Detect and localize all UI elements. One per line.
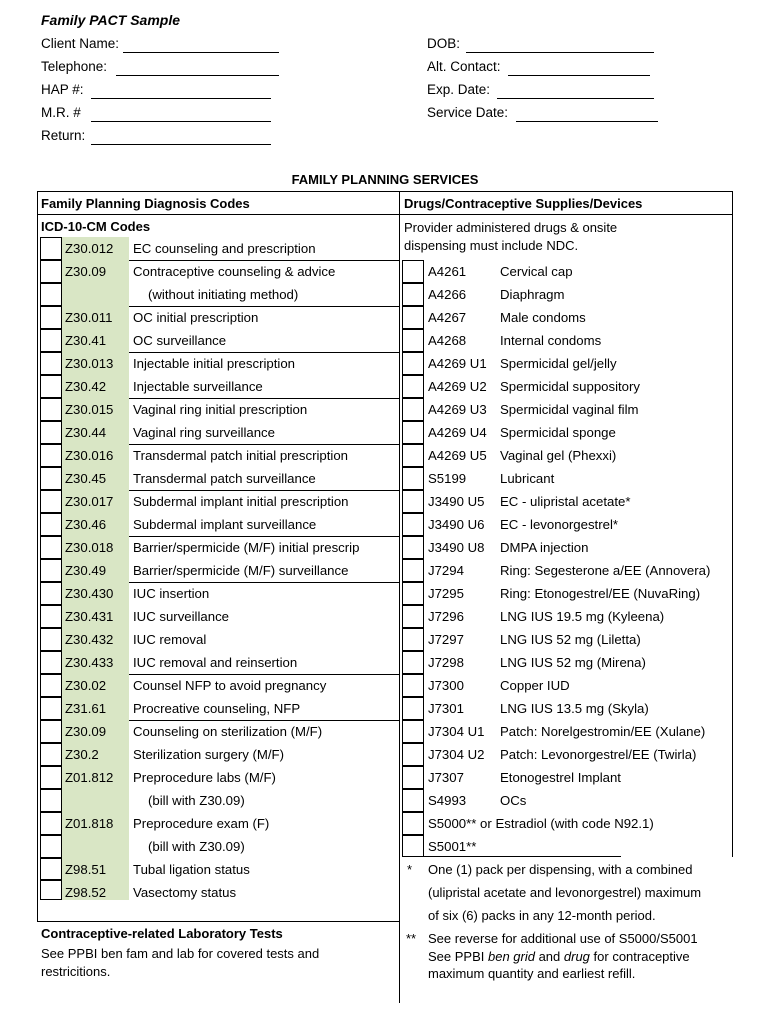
- checkbox[interactable]: [40, 697, 62, 720]
- checkbox[interactable]: [402, 697, 424, 720]
- supply-desc: EC - levonorgestrel*: [500, 517, 619, 532]
- checkbox[interactable]: [40, 743, 62, 766]
- supply-desc: Patch: Norelgestromin/EE (Xulane): [500, 724, 706, 739]
- checkbox[interactable]: [40, 720, 62, 743]
- diagnosis-desc: Vasectomy status: [133, 885, 237, 900]
- diagnosis-desc: (without initiating method): [148, 287, 299, 302]
- diagnosis-desc: Injectable surveillance: [133, 379, 263, 394]
- checkbox[interactable]: [40, 237, 62, 260]
- note1-line: of six (6) packs in any 12-month period.: [428, 908, 656, 923]
- exp-date-field[interactable]: Exp. Date:: [427, 82, 490, 102]
- checkbox[interactable]: [40, 260, 62, 283]
- lab-heading: Contraceptive-related Laboratory Tests: [41, 926, 283, 941]
- diagnosis-code: Z30.015: [65, 402, 114, 417]
- group-separator: [129, 260, 399, 261]
- lab-text: restricitions.: [41, 964, 111, 979]
- group-separator: [129, 674, 399, 675]
- note1-mark: *: [407, 862, 413, 877]
- supply-code: J7294: [428, 563, 464, 578]
- supply-desc: Cervical cap: [500, 264, 573, 279]
- supply-desc: Male condoms: [500, 310, 586, 325]
- diagnosis-code: Z30.018: [65, 540, 114, 555]
- group-separator: [129, 444, 399, 445]
- checkbox[interactable]: [40, 582, 62, 605]
- diagnosis-code: Z30.011: [65, 310, 113, 325]
- diagnosis-desc: (bill with Z30.09): [148, 793, 245, 808]
- diagnosis-code: Z01.812: [65, 770, 114, 785]
- supply-code: J7300: [428, 678, 464, 693]
- supply-desc: Patch: Levonorgestrel/EE (Twirla): [500, 747, 697, 762]
- hap-number-field[interactable]: HAP #:: [41, 82, 84, 102]
- checkbox[interactable]: [402, 628, 424, 651]
- supply-code: A4266: [428, 287, 467, 302]
- supply-code: S5000** or Estradiol (with code N92.1): [428, 816, 654, 831]
- supply-code: A4269 U3: [428, 402, 487, 417]
- note2-line: See PPBI ben grid and drug for contraceptive: [428, 949, 690, 964]
- diagnosis-code: Z30.016: [65, 448, 114, 463]
- supply-code: J7298: [428, 655, 464, 670]
- diagnosis-code: Z98.51: [65, 862, 107, 877]
- checkbox[interactable]: [40, 536, 62, 559]
- checkbox[interactable]: [40, 559, 62, 582]
- supply-code: J7301: [428, 701, 464, 716]
- supply-desc: LNG IUS 19.5 mg (Kyleena): [500, 609, 665, 624]
- center-border: [399, 191, 400, 1003]
- supply-desc: LNG IUS 52 mg (Mirena): [500, 655, 646, 670]
- group-separator: [129, 582, 399, 583]
- checkbox[interactable]: [402, 306, 424, 329]
- diagnosis-code: Z30.431: [65, 609, 114, 624]
- supply-code: A4269 U4: [428, 425, 487, 440]
- supply-desc: Copper IUD: [500, 678, 570, 693]
- checkbox[interactable]: [40, 375, 62, 398]
- checkbox[interactable]: [402, 444, 424, 467]
- left-border: [37, 191, 38, 922]
- diagnosis-desc: OC surveillance: [133, 333, 227, 348]
- table-top-border: [37, 191, 733, 192]
- diagnosis-desc: Counseling on sterilization (M/F): [133, 724, 323, 739]
- checkbox[interactable]: [402, 766, 424, 789]
- supply-code: A4269 U2: [428, 379, 487, 394]
- checkbox[interactable]: [40, 880, 62, 900]
- supply-code: J7304 U1: [428, 724, 485, 739]
- supply-code: S4993: [428, 793, 467, 808]
- group-separator: [129, 720, 399, 721]
- supply-code: A4267: [428, 310, 467, 325]
- checkbox[interactable]: [402, 421, 424, 444]
- checkbox[interactable]: [40, 789, 62, 812]
- diagnosis-code: Z98.52: [65, 885, 107, 900]
- telephone-field[interactable]: Telephone:: [41, 59, 107, 79]
- diagnosis-code: Z01.818: [65, 816, 114, 831]
- diagnosis-desc: IUC surveillance: [133, 609, 230, 624]
- diagnosis-code: Z30.45: [65, 471, 107, 486]
- diagnosis-desc: Contraceptive counseling & advice: [133, 264, 336, 279]
- checkbox[interactable]: [40, 467, 62, 490]
- right-border: [732, 191, 733, 857]
- diagnosis-desc: Vaginal ring initial prescription: [133, 402, 308, 417]
- supply-desc: Ring: Etonogestrel/EE (NuvaRing): [500, 586, 701, 601]
- supply-desc: Spermicidal vaginal film: [500, 402, 639, 417]
- diagnosis-code: Z30.432: [65, 632, 114, 647]
- heading-divider: [37, 214, 733, 215]
- diagnosis-desc: IUC insertion: [133, 586, 210, 601]
- client-name-field[interactable]: Client Name:: [41, 36, 119, 56]
- checkbox[interactable]: [40, 329, 62, 352]
- diagnosis-code: Z30.46: [65, 517, 107, 532]
- checkbox[interactable]: [402, 674, 424, 697]
- checkbox[interactable]: [40, 513, 62, 536]
- diagnosis-desc: Transdermal patch surveillance: [133, 471, 316, 486]
- checkbox[interactable]: [40, 306, 62, 329]
- right-intro: dispensing must include NDC.: [404, 238, 579, 253]
- diagnosis-desc: Subdermal implant initial prescription: [133, 494, 349, 509]
- checkbox[interactable]: [40, 605, 62, 628]
- supply-desc: DMPA injection: [500, 540, 589, 555]
- checkbox[interactable]: [402, 605, 424, 628]
- icd-subheading: ICD-10-CM Codes: [41, 219, 151, 234]
- diagnosis-desc: Vaginal ring surveillance: [133, 425, 275, 440]
- document-title: Family PACT Sample: [41, 12, 181, 28]
- checkbox[interactable]: [402, 283, 424, 306]
- service-date-field[interactable]: Service Date:: [427, 105, 508, 125]
- supply-code: J3490 U6: [428, 517, 485, 532]
- checkbox[interactable]: [40, 398, 62, 421]
- supply-code: J7295: [428, 586, 464, 601]
- diagnosis-code: Z30.09: [65, 724, 107, 739]
- supply-desc: Etonogestrel Implant: [500, 770, 621, 785]
- supply-desc: EC - ulipristal acetate*: [500, 494, 631, 509]
- supply-code: J7304 U2: [428, 747, 485, 762]
- supply-desc: Spermicidal gel/jelly: [500, 356, 617, 371]
- diagnosis-desc: Preprocedure exam (F): [133, 816, 270, 831]
- diagnosis-desc: Barrier/spermicide (M/F) surveillance: [133, 563, 349, 578]
- checkbox[interactable]: [402, 582, 424, 605]
- note2-line: maximum quantity and earliest refill.: [428, 966, 636, 981]
- right-intro: Provider administered drugs & onsite: [404, 220, 618, 235]
- checkbox[interactable]: [40, 651, 62, 674]
- diagnosis-desc: Counsel NFP to avoid pregnancy: [133, 678, 327, 693]
- checkbox[interactable]: [40, 835, 62, 858]
- checkbox[interactable]: [402, 260, 424, 283]
- checkbox[interactable]: [402, 559, 424, 582]
- supply-desc: Internal condoms: [500, 333, 602, 348]
- section-title: FAMILY PLANNING SERVICES: [291, 172, 479, 187]
- group-separator: [129, 490, 399, 491]
- checkbox[interactable]: [402, 352, 424, 375]
- supply-desc: Diaphragm: [500, 287, 565, 302]
- supply-desc: Ring: Segesterone a/EE (Annovera): [500, 563, 711, 578]
- supply-code: A4268: [428, 333, 467, 348]
- checkbox[interactable]: [40, 444, 62, 467]
- checkbox[interactable]: [40, 283, 62, 306]
- checkbox[interactable]: [402, 789, 424, 812]
- supply-desc: LNG IUS 13.5 mg (Skyla): [500, 701, 649, 716]
- supply-code: A4261: [428, 264, 467, 279]
- supply-code: J7297: [428, 632, 464, 647]
- diagnosis-code: Z30.42: [65, 379, 107, 394]
- checkbox[interactable]: [40, 812, 62, 835]
- checkbox[interactable]: [402, 329, 424, 352]
- supply-desc: Spermicidal suppository: [500, 379, 640, 394]
- supply-desc: LNG IUS 52 mg (Liletta): [500, 632, 641, 647]
- checkbox[interactable]: [402, 490, 424, 513]
- diagnosis-desc: Injectable initial prescription: [133, 356, 295, 371]
- diagnosis-code: Z30.02: [65, 678, 107, 693]
- diagnosis-code: Z31.61: [65, 701, 107, 716]
- supplies-list-bottom: [424, 856, 621, 857]
- diagnosis-desc: Sterilization surgery (M/F): [133, 747, 284, 762]
- checkbox[interactable]: [402, 835, 424, 857]
- note2-line: See reverse for additional use of S5000/S5001: [428, 931, 698, 946]
- diagnosis-desc: (bill with Z30.09): [148, 839, 245, 854]
- note1-line: One (1) pack per dispensing, with a combined: [428, 862, 693, 877]
- return-field[interactable]: Return:: [41, 128, 85, 148]
- diagnosis-code: Z30.41: [65, 333, 107, 348]
- lab-text: See PPBI ben fam and lab for covered tests and: [41, 946, 320, 961]
- supply-code: J7296: [428, 609, 464, 624]
- supply-code: A4269 U1: [428, 356, 487, 371]
- diagnosis-desc: OC initial prescription: [133, 310, 259, 325]
- diagnosis-desc: Tubal ligation status: [133, 862, 250, 877]
- diagnosis-code: Z30.012: [65, 241, 114, 256]
- left-heading: Family Planning Diagnosis Codes: [41, 196, 250, 211]
- note2-mark: **: [406, 931, 417, 946]
- checkbox[interactable]: [402, 720, 424, 743]
- supply-code: J7307: [428, 770, 464, 785]
- diagnosis-desc: Procreative counseling, NFP: [133, 701, 301, 716]
- group-separator: [129, 306, 399, 307]
- supply-code: J3490 U8: [428, 540, 485, 555]
- supply-desc: Lubricant: [500, 471, 555, 486]
- checkbox[interactable]: [402, 743, 424, 766]
- checkbox[interactable]: [40, 421, 62, 444]
- supply-code: J3490 U5: [428, 494, 485, 509]
- diagnosis-desc: Preprocedure labs (M/F): [133, 770, 276, 785]
- diagnosis-desc: EC counseling and prescription: [133, 241, 316, 256]
- checkbox[interactable]: [402, 651, 424, 674]
- checkbox[interactable]: [40, 628, 62, 651]
- checkbox[interactable]: [402, 513, 424, 536]
- diagnosis-desc: IUC removal: [133, 632, 207, 647]
- diagnosis-code: Z30.013: [65, 356, 114, 371]
- checkbox[interactable]: [40, 352, 62, 375]
- diagnosis-code: Z30.49: [65, 563, 107, 578]
- checkbox[interactable]: [40, 674, 62, 697]
- checkbox[interactable]: [40, 490, 62, 513]
- group-separator: [129, 536, 399, 537]
- diagnosis-desc: Transdermal patch initial prescription: [133, 448, 348, 463]
- mr-number-field[interactable]: M.R. #: [41, 105, 81, 125]
- checkbox[interactable]: [402, 467, 424, 490]
- supply-desc: Vaginal gel (Phexxi): [500, 448, 617, 463]
- alt-contact-field[interactable]: Alt. Contact:: [427, 59, 501, 79]
- checkbox[interactable]: [40, 766, 62, 789]
- diagnosis-code: Z30.44: [65, 425, 107, 440]
- checkbox[interactable]: [402, 536, 424, 559]
- diagnosis-code: Z30.09: [65, 264, 107, 279]
- note1-line: (ulipristal acetate and levonorgestrel) maximum: [428, 885, 702, 900]
- checkbox[interactable]: [402, 812, 424, 835]
- lab-divider: [37, 921, 399, 922]
- diagnosis-code: Z30.017: [65, 494, 114, 509]
- diagnosis-code: Z30.430: [65, 586, 114, 601]
- checkbox[interactable]: [40, 858, 62, 880]
- group-separator: [129, 352, 399, 353]
- diagnosis-code: Z30.2: [65, 747, 99, 762]
- checkbox[interactable]: [402, 398, 424, 421]
- right-heading: Drugs/Contraceptive Supplies/Devices: [404, 196, 643, 211]
- group-separator: [129, 398, 399, 399]
- diagnosis-desc: IUC removal and reinsertion: [133, 655, 298, 670]
- supply-code: S5001**: [428, 839, 477, 854]
- supply-desc: OCs: [500, 793, 527, 808]
- supply-desc: Spermicidal sponge: [500, 425, 616, 440]
- diagnosis-desc: Subdermal implant surveillance: [133, 517, 317, 532]
- supply-code: A4269 U5: [428, 448, 487, 463]
- supply-code: S5199: [428, 471, 467, 486]
- diagnosis-desc: Barrier/spermicide (M/F) initial prescrip: [133, 540, 360, 555]
- dob-field[interactable]: DOB:: [427, 36, 460, 56]
- checkbox[interactable]: [402, 375, 424, 398]
- diagnosis-code: Z30.433: [65, 655, 114, 670]
